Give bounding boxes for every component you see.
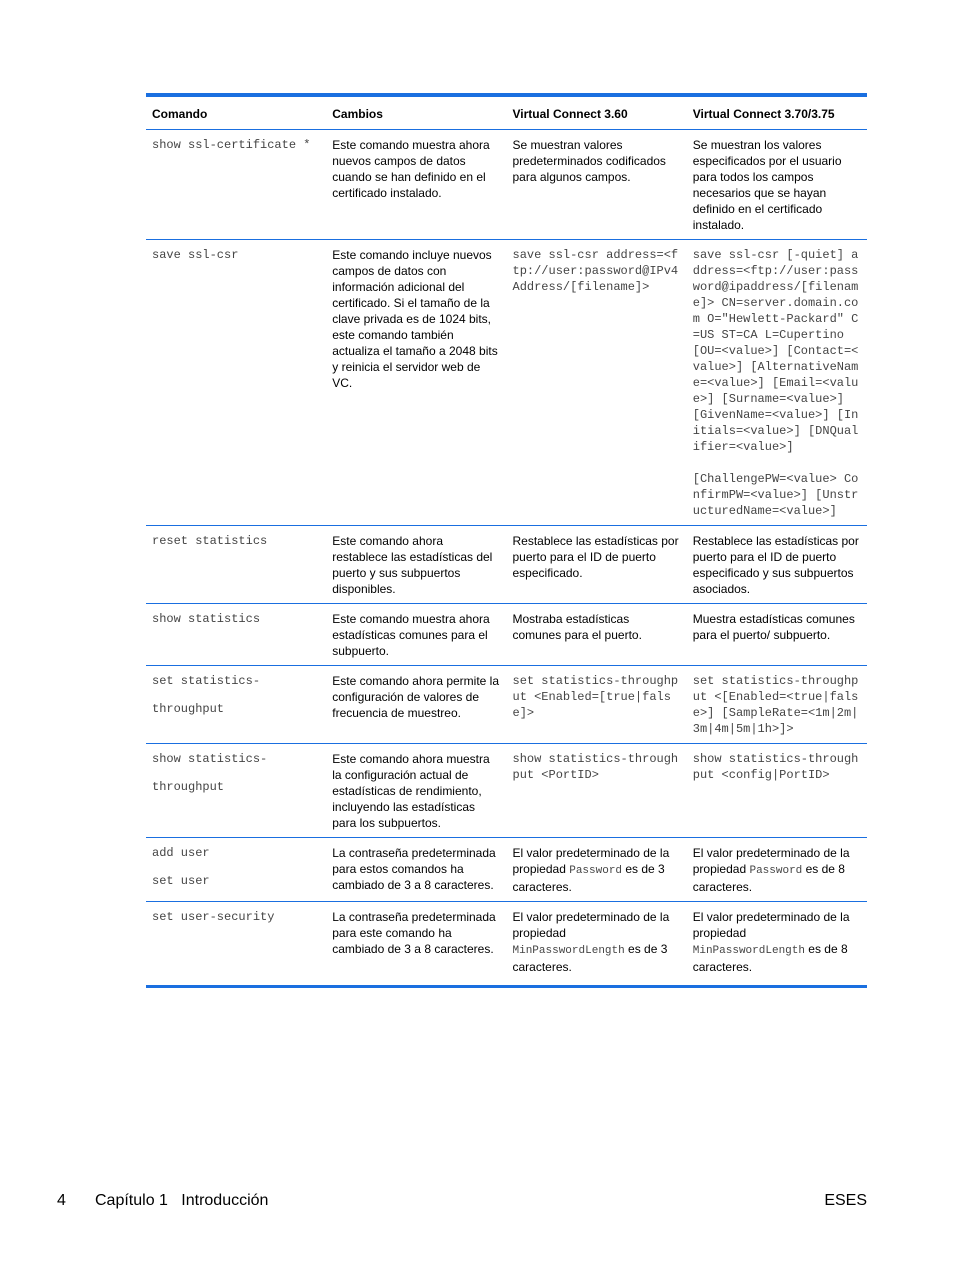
- language-code: ESES: [824, 1192, 867, 1209]
- text: El valor predeterminado de la propiedad: [692, 846, 850, 876]
- header-vc-360: Virtual Connect 3.60: [507, 95, 687, 130]
- table-row: [146, 604, 867, 666]
- vc370-cell: Muestra estadísticas comunes para el puerto/ subpuerto.: [687, 604, 867, 666]
- command-cell: [146, 838, 326, 902]
- text: es de 8 caracteres.: [692, 862, 845, 894]
- property-name: MinPasswordLength: [512, 945, 625, 957]
- property-name: Password: [749, 865, 803, 877]
- changes-cell: Este comando ahora permite la configuración de valores de frecuencia de muestreo.: [326, 666, 506, 744]
- property-name: Password: [569, 865, 623, 877]
- changes-cell: Este comando ahora restablece las estadísticas del puerto y sus subpuertos disponibles.: [326, 526, 506, 604]
- vc360-cell: Mostraba estadísticas comunes para el puerto.: [507, 604, 687, 666]
- changes-cell: Este comando muestra ahora nuevos campos de datos cuando se han definido en el certificado instalado.: [326, 130, 506, 240]
- command-text: add user: [152, 846, 210, 860]
- table-row: [146, 130, 867, 240]
- command-cell: [146, 526, 326, 604]
- text: El valor predeterminado de la propiedad: [692, 910, 850, 940]
- text: El valor predeterminado de la propiedad: [512, 846, 670, 876]
- chapter-title: Capítulo 1 Introducción: [95, 1192, 269, 1209]
- header-cambios: Cambios: [326, 95, 506, 130]
- table-row: [146, 526, 867, 604]
- command-text: set user: [152, 874, 210, 888]
- header-vc-370: Virtual Connect 3.70/3.75: [687, 95, 867, 130]
- command-text: show statistics-: [152, 752, 268, 766]
- command-cell: [146, 666, 326, 744]
- vc360-cell: [507, 902, 687, 987]
- table-row: [146, 902, 867, 987]
- table-row: [146, 838, 867, 902]
- changes-cell: La contraseña predeterminada para este comando ha cambiado de 3 a 8 caracteres.: [332, 910, 496, 956]
- vc360-cell: Restablece las estadísticas por puerto para el ID de puerto especificado.: [507, 526, 687, 604]
- command-text: reset statistics: [152, 534, 268, 548]
- property-name: MinPasswordLength: [692, 945, 805, 957]
- changes-cell: Este comando ahora muestra la configuración actual de estadísticas de rendimiento, incluyendo las estadísticas para los subpuertos.: [326, 744, 506, 838]
- vc370-cell: [687, 902, 867, 987]
- command-text: show statistics: [152, 612, 261, 626]
- command-cell: [146, 604, 326, 666]
- vc360-code-cell: set statistics-throughput <Enabled=[true|false]>: [507, 666, 687, 744]
- command-cell: [146, 240, 326, 526]
- vc360-code-cell: save ssl-csr address=<ftp://user:password@IPv4Address/[filename]>: [507, 240, 687, 526]
- vc370-cell: Se muestran los valores especificados por el usuario para todos los campos necesarios que se hayan definido en el certificado instalado.: [687, 130, 867, 240]
- table-row: [146, 744, 867, 838]
- vc370-code-cell: save ssl-csr [-quiet] address=<ftp://user:password@ipaddress/[filename]> CN=server.domain.com O="Hewlett-Packard" C=US ST=CA L=Cupertino [OU=<value>] [Contact=<value>] [AlternativeName=<value>] [Email=<value>] [Surname=<value>] [GivenName=<value>] [Initials=<value>] [DNQualifier=<value>] [ChallengePW=<value> ConfirmPW=<value>] [UnstructuredName=<value>]: [687, 240, 867, 526]
- vc370-cell: [687, 838, 867, 902]
- header-comando: Comando: [146, 95, 326, 130]
- command-text: throughput: [152, 780, 225, 794]
- changes-cell: La contraseña predeterminada para estos comandos ha cambiado de 3 a 8 caracteres.: [326, 838, 506, 902]
- table-row: [146, 240, 867, 526]
- vc360-cell: Se muestran valores predeterminados codificados para algunos campos.: [507, 130, 687, 240]
- text: es de 8 caracteres.: [692, 942, 848, 974]
- vc360-code-cell: show statistics-throughput <PortID>: [507, 744, 687, 838]
- vc370-code-cell: set statistics-throughput <[Enabled=<true|false>] [SampleRate=<1m|2m|3m|4m|5m|1h>]>: [687, 666, 867, 744]
- command-cell: [146, 744, 326, 838]
- command-text: set statistics-: [152, 674, 261, 688]
- command-cell: [146, 130, 326, 240]
- vc370-cell: Restablece las estadísticas por puerto para el ID de puerto especificado y sus subpuertos asociados.: [687, 526, 867, 604]
- table-header-row: [146, 95, 867, 130]
- command-text: save ssl-csr: [152, 248, 239, 262]
- table-row: [146, 666, 867, 744]
- text: es de 3 caracteres.: [512, 862, 665, 894]
- page-footer: [57, 1192, 867, 1212]
- text: es de 3 caracteres.: [512, 942, 668, 974]
- vc360-cell: [507, 838, 687, 902]
- command-text: show ssl-certificate *: [152, 138, 311, 152]
- page-number: 4: [57, 1192, 66, 1209]
- command-text: throughput: [152, 702, 225, 716]
- command-text: set user-security: [152, 910, 275, 924]
- changes-cell: Este comando incluye nuevos campos de datos con información adicional del certificado. Si el tamaño de la clave privada es de 1024 bits, este comando también actualiza el tamaño a 2048 bits y reinicia el servidor web de VC.: [326, 240, 506, 526]
- text: El valor predeterminado de la propiedad: [512, 910, 670, 940]
- commands-table: [146, 93, 867, 988]
- vc370-code-cell: show statistics-throughput <config|PortID>: [687, 744, 867, 838]
- changes-cell: Este comando muestra ahora estadísticas comunes para el subpuerto.: [326, 604, 506, 666]
- command-cell: [146, 902, 326, 987]
